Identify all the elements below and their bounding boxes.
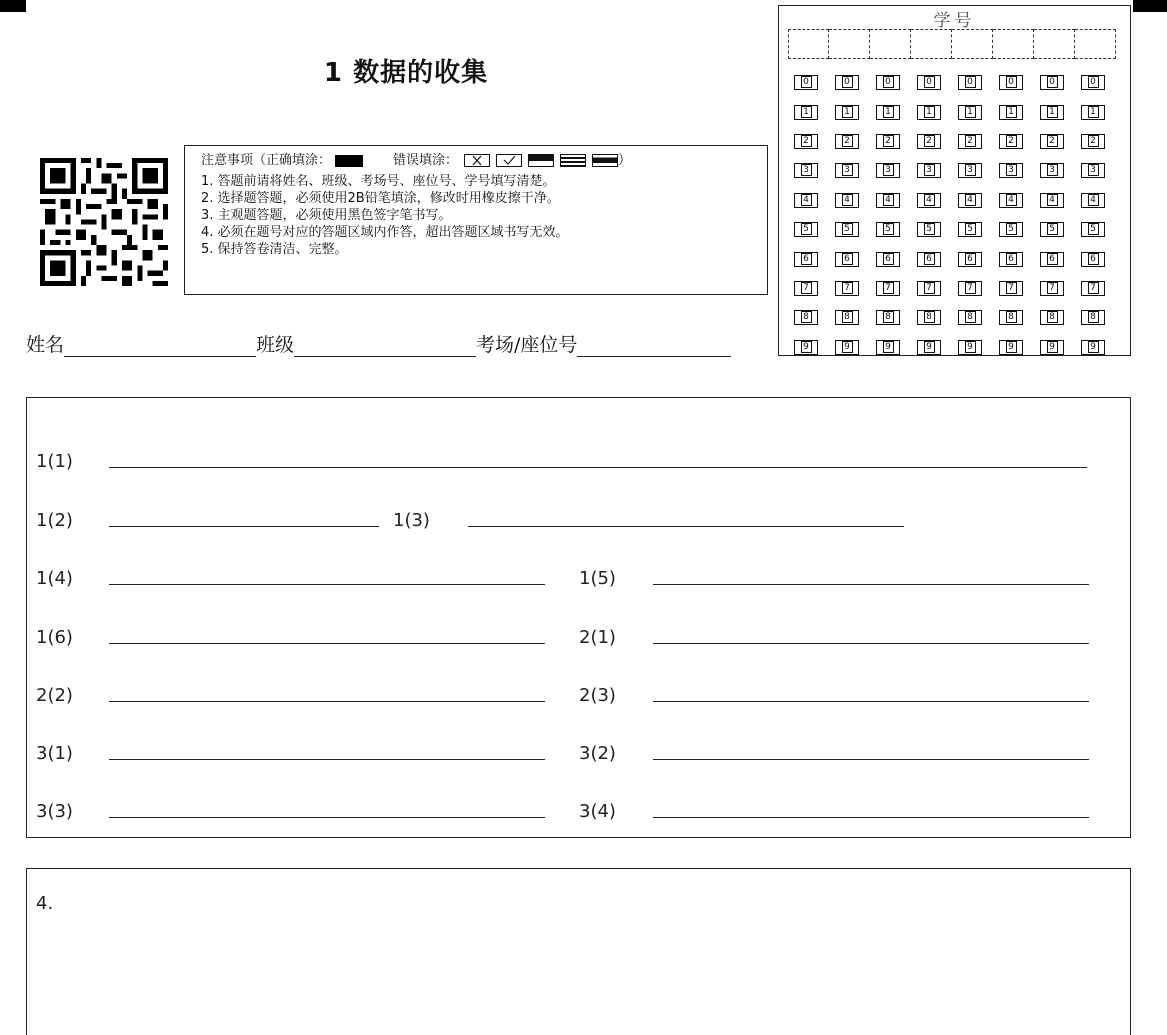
digit-bubble-label: 8 bbox=[801, 311, 812, 323]
question-label: 1(3) bbox=[393, 510, 430, 531]
digit-bubble[interactable] bbox=[794, 310, 818, 325]
digit-bubble[interactable] bbox=[958, 222, 982, 237]
digit-bubble[interactable] bbox=[1081, 310, 1105, 325]
student-id-box bbox=[778, 5, 1131, 356]
qr-code-icon bbox=[40, 158, 168, 286]
digit-bubble[interactable] bbox=[835, 134, 859, 149]
answer-row bbox=[27, 736, 1130, 766]
digit-bubble-label: 0 bbox=[1047, 76, 1058, 88]
wrong-fill-check-icon bbox=[496, 154, 522, 167]
notice-item: 4. 必须在题号对应的答题区域内作答，超出答题区域书写无效。 bbox=[201, 225, 569, 240]
answer-line[interactable] bbox=[109, 701, 545, 702]
digit-bubble[interactable] bbox=[835, 222, 859, 237]
answer-line[interactable] bbox=[653, 759, 1089, 760]
digit-bubble-label: 1 bbox=[965, 106, 976, 118]
bubble-row bbox=[794, 156, 1122, 185]
digit-bubble-label: 8 bbox=[1047, 311, 1058, 323]
digit-bubble[interactable] bbox=[1040, 281, 1064, 296]
digit-bubble[interactable] bbox=[1040, 75, 1064, 90]
digit-bubble-label: 5 bbox=[1006, 223, 1017, 235]
digit-bubble-label: 3 bbox=[883, 164, 894, 176]
digit-bubble[interactable] bbox=[876, 222, 900, 237]
digit-bubble-label: 9 bbox=[1088, 341, 1099, 353]
question-label: 1(6) bbox=[36, 627, 73, 648]
answer-line[interactable] bbox=[653, 643, 1089, 644]
wrong-fill-band-icon bbox=[592, 154, 618, 167]
digit-bubble[interactable] bbox=[794, 193, 818, 208]
digit-bubble[interactable] bbox=[876, 252, 900, 267]
digit-bubble-label: 2 bbox=[1088, 135, 1099, 147]
answer-row bbox=[27, 561, 1130, 591]
corner-marker-right bbox=[1133, 0, 1167, 12]
bubble-row bbox=[794, 303, 1122, 332]
digit-bubble-label: 7 bbox=[1006, 282, 1017, 294]
digit-bubble[interactable] bbox=[958, 340, 982, 355]
student-id-cell[interactable] bbox=[1075, 29, 1116, 59]
notice-header-prefix: 注意事项（正确填涂： bbox=[201, 153, 332, 168]
digit-bubble-label: 1 bbox=[1047, 106, 1058, 118]
digit-bubble-label: 9 bbox=[965, 341, 976, 353]
digit-bubble-label: 5 bbox=[1088, 223, 1099, 235]
page-title: 1 数据的收集 bbox=[323, 58, 489, 88]
digit-bubble-label: 9 bbox=[842, 341, 853, 353]
digit-bubble-label: 3 bbox=[801, 164, 812, 176]
digit-bubble[interactable] bbox=[999, 163, 1023, 178]
question-label: 3(2) bbox=[579, 743, 616, 764]
student-info-line bbox=[26, 330, 731, 357]
wrong-fill-striped-icon bbox=[560, 154, 586, 167]
digit-bubble-label: 9 bbox=[1006, 341, 1017, 353]
digit-bubble-label: 0 bbox=[924, 76, 935, 88]
answer-line[interactable] bbox=[109, 467, 1087, 468]
digit-bubble[interactable] bbox=[1081, 134, 1105, 149]
class-field[interactable] bbox=[294, 335, 476, 357]
digit-bubble[interactable] bbox=[958, 163, 982, 178]
notice-item: 2. 选择题答题，必须使用2B铅笔填涂，修改时用橡皮擦干净。 bbox=[201, 191, 560, 206]
bubble-row bbox=[794, 186, 1122, 215]
digit-bubble[interactable] bbox=[999, 281, 1023, 296]
digit-bubble-label: 7 bbox=[924, 282, 935, 294]
digit-bubble[interactable] bbox=[835, 105, 859, 120]
digit-bubble[interactable] bbox=[999, 105, 1023, 120]
student-id-cell[interactable] bbox=[952, 29, 993, 59]
bubble-row bbox=[794, 244, 1122, 273]
digit-bubble-label: 8 bbox=[883, 311, 894, 323]
digit-bubble-label: 7 bbox=[965, 282, 976, 294]
digit-bubble-label: 5 bbox=[842, 223, 853, 235]
digit-bubble[interactable] bbox=[835, 193, 859, 208]
digit-bubble-label: 4 bbox=[924, 194, 935, 206]
answer-line[interactable] bbox=[109, 584, 545, 585]
digit-bubble-label: 4 bbox=[883, 194, 894, 206]
digit-bubble-label: 8 bbox=[924, 311, 935, 323]
digit-bubble-label: 2 bbox=[1006, 135, 1017, 147]
digit-bubble-label: 4 bbox=[1006, 194, 1017, 206]
bubble-row bbox=[794, 97, 1122, 126]
digit-bubble-label: 0 bbox=[965, 76, 976, 88]
digit-bubble[interactable] bbox=[1040, 222, 1064, 237]
digit-bubble[interactable] bbox=[917, 75, 941, 90]
digit-bubble[interactable] bbox=[876, 281, 900, 296]
digit-bubble[interactable] bbox=[794, 163, 818, 178]
digit-bubble-label: 2 bbox=[842, 135, 853, 147]
digit-bubble[interactable] bbox=[1040, 340, 1064, 355]
digit-bubble-label: 3 bbox=[842, 164, 853, 176]
digit-bubble[interactable] bbox=[835, 252, 859, 267]
answer-row bbox=[27, 444, 1130, 474]
question-label: 4. bbox=[36, 893, 54, 914]
digit-bubble-label: 0 bbox=[1088, 76, 1099, 88]
digit-bubble[interactable] bbox=[1040, 163, 1064, 178]
digit-bubble-label: 4 bbox=[1088, 194, 1099, 206]
answer-line[interactable] bbox=[653, 701, 1089, 702]
digit-bubble[interactable] bbox=[794, 222, 818, 237]
bubble-row bbox=[794, 333, 1122, 362]
digit-bubble[interactable] bbox=[876, 310, 900, 325]
digit-bubble[interactable] bbox=[876, 105, 900, 120]
digit-bubble[interactable] bbox=[917, 134, 941, 149]
student-id-bubble-grid bbox=[794, 68, 1122, 362]
digit-bubble-label: 0 bbox=[883, 76, 894, 88]
digit-bubble[interactable] bbox=[917, 281, 941, 296]
digit-bubble[interactable] bbox=[1040, 310, 1064, 325]
digit-bubble[interactable] bbox=[999, 252, 1023, 267]
answer-line[interactable] bbox=[468, 526, 904, 527]
digit-bubble[interactable] bbox=[835, 281, 859, 296]
wrong-fill-half-icon bbox=[528, 154, 554, 167]
student-id-cell[interactable] bbox=[993, 29, 1034, 59]
digit-bubble[interactable] bbox=[835, 75, 859, 90]
question-4-box[interactable] bbox=[26, 868, 1131, 1035]
digit-bubble[interactable] bbox=[917, 163, 941, 178]
digit-bubble[interactable] bbox=[958, 105, 982, 120]
digit-bubble[interactable] bbox=[794, 75, 818, 90]
bubble-row bbox=[794, 68, 1122, 97]
digit-bubble-label: 4 bbox=[842, 194, 853, 206]
name-label: 姓名 bbox=[26, 334, 65, 356]
digit-bubble[interactable] bbox=[1081, 105, 1105, 120]
digit-bubble-label: 1 bbox=[1088, 106, 1099, 118]
digit-bubble[interactable] bbox=[917, 105, 941, 120]
digit-bubble[interactable] bbox=[835, 163, 859, 178]
digit-bubble-label: 8 bbox=[965, 311, 976, 323]
digit-bubble-label: 9 bbox=[924, 341, 935, 353]
digit-bubble[interactable] bbox=[1081, 163, 1105, 178]
correct-fill-sample bbox=[335, 155, 363, 167]
digit-bubble-label: 3 bbox=[1088, 164, 1099, 176]
notice-header-suffix: ） bbox=[618, 153, 632, 168]
digit-bubble-label: 8 bbox=[1088, 311, 1099, 323]
digit-bubble[interactable] bbox=[794, 281, 818, 296]
digit-bubble-label: 4 bbox=[1047, 194, 1058, 206]
digit-bubble-label: 6 bbox=[801, 253, 812, 265]
answer-line[interactable] bbox=[109, 526, 379, 527]
question-label: 2(2) bbox=[36, 685, 73, 706]
notice-item: 1. 答题前请将姓名、班级、考场号、座位号、学号填写清楚。 bbox=[201, 174, 556, 189]
digit-bubble[interactable] bbox=[1040, 134, 1064, 149]
digit-bubble[interactable] bbox=[835, 310, 859, 325]
class-label: 班级 bbox=[256, 334, 295, 356]
digit-bubble-label: 5 bbox=[965, 223, 976, 235]
digit-bubble[interactable] bbox=[1081, 222, 1105, 237]
seat-label: 考场/座位号 bbox=[476, 334, 578, 356]
question-label: 2(3) bbox=[579, 685, 616, 706]
digit-bubble-label: 3 bbox=[965, 164, 976, 176]
digit-bubble-label: 1 bbox=[842, 106, 853, 118]
digit-bubble-label: 9 bbox=[883, 341, 894, 353]
question-label: 3(3) bbox=[36, 801, 73, 822]
digit-bubble-label: 6 bbox=[883, 253, 894, 265]
digit-bubble[interactable] bbox=[876, 340, 900, 355]
digit-bubble-label: 0 bbox=[801, 76, 812, 88]
digit-bubble-label: 6 bbox=[842, 253, 853, 265]
digit-bubble-label: 0 bbox=[842, 76, 853, 88]
digit-bubble-label: 7 bbox=[883, 282, 894, 294]
digit-bubble[interactable] bbox=[794, 252, 818, 267]
digit-bubble[interactable] bbox=[1081, 252, 1105, 267]
answer-line[interactable] bbox=[653, 584, 1089, 585]
digit-bubble[interactable] bbox=[999, 75, 1023, 90]
digit-bubble-label: 5 bbox=[883, 223, 894, 235]
digit-bubble-label: 1 bbox=[883, 106, 894, 118]
digit-bubble[interactable] bbox=[1081, 340, 1105, 355]
digit-bubble-label: 6 bbox=[924, 253, 935, 265]
digit-bubble[interactable] bbox=[1081, 281, 1105, 296]
question-label: 1(4) bbox=[36, 568, 73, 589]
bubble-row bbox=[794, 274, 1122, 303]
digit-bubble-label: 0 bbox=[1006, 76, 1017, 88]
digit-bubble-label: 4 bbox=[965, 194, 976, 206]
digit-bubble-label: 7 bbox=[1047, 282, 1058, 294]
digit-bubble[interactable] bbox=[835, 340, 859, 355]
digit-bubble-label: 1 bbox=[1006, 106, 1017, 118]
digit-bubble[interactable] bbox=[1040, 105, 1064, 120]
digit-bubble-label: 6 bbox=[965, 253, 976, 265]
digit-bubble[interactable] bbox=[1040, 193, 1064, 208]
digit-bubble-label: 9 bbox=[1047, 341, 1058, 353]
digit-bubble[interactable] bbox=[958, 75, 982, 90]
notice-header bbox=[201, 150, 767, 171]
digit-bubble[interactable] bbox=[1040, 252, 1064, 267]
answer-row bbox=[27, 503, 1130, 533]
notice-box bbox=[184, 145, 768, 295]
student-id-write-cells bbox=[788, 29, 1116, 59]
digit-bubble-label: 8 bbox=[1006, 311, 1017, 323]
bubble-row bbox=[794, 215, 1122, 244]
answer-line[interactable] bbox=[653, 817, 1089, 818]
student-id-cell[interactable] bbox=[829, 29, 870, 59]
digit-bubble[interactable] bbox=[1081, 193, 1105, 208]
name-field[interactable] bbox=[64, 335, 256, 357]
digit-bubble-label: 3 bbox=[924, 164, 935, 176]
corner-marker-left bbox=[0, 0, 26, 12]
digit-bubble-label: 6 bbox=[1006, 253, 1017, 265]
digit-bubble[interactable] bbox=[958, 134, 982, 149]
digit-bubble[interactable] bbox=[958, 252, 982, 267]
answer-row bbox=[27, 620, 1130, 650]
digit-bubble-label: 3 bbox=[1006, 164, 1017, 176]
digit-bubble[interactable] bbox=[958, 281, 982, 296]
digit-bubble-label: 4 bbox=[801, 194, 812, 206]
digit-bubble-label: 2 bbox=[924, 135, 935, 147]
digit-bubble-label: 5 bbox=[801, 223, 812, 235]
digit-bubble-label: 9 bbox=[801, 341, 812, 353]
digit-bubble-label: 7 bbox=[842, 282, 853, 294]
student-id-cell[interactable] bbox=[911, 29, 952, 59]
digit-bubble[interactable] bbox=[999, 340, 1023, 355]
digit-bubble[interactable] bbox=[958, 310, 982, 325]
digit-bubble[interactable] bbox=[794, 340, 818, 355]
digit-bubble-label: 1 bbox=[924, 106, 935, 118]
digit-bubble-label: 1 bbox=[801, 106, 812, 118]
digit-bubble[interactable] bbox=[917, 222, 941, 237]
question-label: 1(5) bbox=[579, 568, 616, 589]
notice-item: 5. 保持答卷清洁、完整。 bbox=[201, 242, 348, 257]
digit-bubble[interactable] bbox=[876, 163, 900, 178]
digit-bubble[interactable] bbox=[876, 75, 900, 90]
digit-bubble-label: 2 bbox=[801, 135, 812, 147]
answer-row bbox=[27, 678, 1130, 708]
digit-bubble-label: 6 bbox=[1047, 253, 1058, 265]
digit-bubble[interactable] bbox=[794, 105, 818, 120]
student-id-cell[interactable] bbox=[1034, 29, 1075, 59]
digit-bubble-label: 7 bbox=[1088, 282, 1099, 294]
digit-bubble-label: 5 bbox=[1047, 223, 1058, 235]
student-id-cell[interactable] bbox=[788, 29, 829, 59]
digit-bubble[interactable] bbox=[1081, 75, 1105, 90]
digit-bubble-label: 7 bbox=[801, 282, 812, 294]
wrong-fill-cross-icon bbox=[464, 154, 490, 167]
digit-bubble[interactable] bbox=[876, 193, 900, 208]
notice-item: 3. 主观题答题，必须使用黑色签字笔书写。 bbox=[201, 208, 452, 223]
digit-bubble-label: 2 bbox=[965, 135, 976, 147]
answer-section bbox=[26, 397, 1131, 838]
digit-bubble-label: 3 bbox=[1047, 164, 1058, 176]
digit-bubble[interactable] bbox=[999, 193, 1023, 208]
question-label: 1(2) bbox=[36, 510, 73, 531]
digit-bubble[interactable] bbox=[999, 134, 1023, 149]
seat-field[interactable] bbox=[577, 335, 731, 357]
digit-bubble[interactable] bbox=[794, 134, 818, 149]
digit-bubble-label: 5 bbox=[924, 223, 935, 235]
answer-line[interactable] bbox=[109, 759, 545, 760]
digit-bubble-label: 2 bbox=[1047, 135, 1058, 147]
digit-bubble-label: 8 bbox=[842, 311, 853, 323]
question-label: 3(4) bbox=[579, 801, 616, 822]
digit-bubble-label: 2 bbox=[883, 135, 894, 147]
digit-bubble[interactable] bbox=[917, 310, 941, 325]
student-id-cell[interactable] bbox=[870, 29, 911, 59]
notice-header-wrong: 错误填涂： bbox=[393, 153, 459, 168]
question-label: 2(1) bbox=[579, 627, 616, 648]
answer-line[interactable] bbox=[109, 643, 545, 644]
digit-bubble[interactable] bbox=[999, 310, 1023, 325]
digit-bubble[interactable] bbox=[917, 252, 941, 267]
question-label: 1(1) bbox=[36, 451, 73, 472]
digit-bubble[interactable] bbox=[958, 193, 982, 208]
digit-bubble[interactable] bbox=[917, 193, 941, 208]
digit-bubble-label: 6 bbox=[1088, 253, 1099, 265]
student-id-label: 学号 bbox=[933, 11, 976, 31]
answer-line[interactable] bbox=[109, 817, 545, 818]
digit-bubble[interactable] bbox=[917, 340, 941, 355]
digit-bubble[interactable] bbox=[999, 222, 1023, 237]
answer-row bbox=[27, 794, 1130, 824]
question-label: 3(1) bbox=[36, 743, 73, 764]
bubble-row bbox=[794, 127, 1122, 156]
digit-bubble[interactable] bbox=[876, 134, 900, 149]
